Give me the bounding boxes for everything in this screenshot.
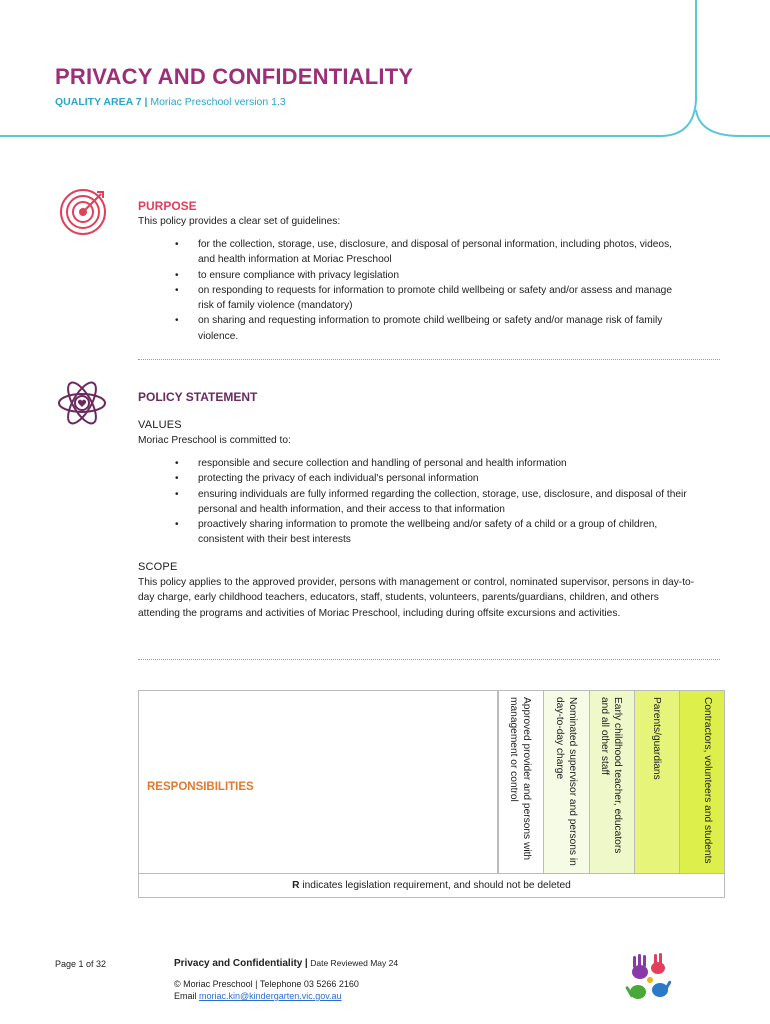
column-header-label: Approved provider and persons with management or control: [508, 697, 532, 861]
table-label-cell: [138, 690, 498, 874]
scope-heading: SCOPE: [138, 561, 178, 573]
legislation-note-row: [138, 873, 725, 898]
scope-text: This policy applies to the approved provider, persons with management or control, nominated supervisor, persons in day-to-day charge, early childhood teachers, educators, staff, students, volunteers, parents/guardians, children, and others attending the programs and activities of Moriac Preschool, including during offsite excursions and activities.: [138, 577, 695, 619]
purpose-intro: This policy provides a clear set of guidelines:: [138, 216, 341, 227]
footer-email-link[interactable]: moriac.kin@kindergarten.vic.gov.au: [199, 991, 342, 1001]
column-header-contractors: [679, 690, 725, 874]
page-number: Page 1 of 32: [55, 959, 107, 969]
dot-icon: [647, 977, 653, 983]
column-header-label: Early childhood teacher, educators and all other staff: [599, 697, 623, 854]
legislation-marker: R: [292, 880, 300, 891]
section-divider: [138, 659, 720, 660]
hand-icon: [625, 985, 646, 999]
list-item: • to ensure compliance with privacy legislation: [198, 268, 678, 283]
footer-date-reviewed: Date Reviewed May 24: [310, 958, 399, 968]
list-item: • proactively sharing information to promote the wellbeing and/or safety of a child or a group of children, consistent with their best interests: [198, 517, 688, 548]
values-intro: Moriac Preschool is committed to:: [138, 435, 291, 446]
footer-separator: |: [304, 958, 308, 969]
page-title: PRIVACY AND CONFIDENTIALITY: [55, 64, 414, 89]
column-header-parents: [634, 690, 680, 874]
footer-title: [174, 958, 398, 969]
hand-icon: [652, 980, 672, 997]
handprints-logo: [620, 950, 680, 1006]
quality-area: QUALITY AREA 7: [55, 96, 142, 108]
responsibilities-table: [138, 690, 725, 898]
list-item: • responsible and secure collection and handling of personal and health information: [198, 456, 688, 471]
list-item: • for the collection, storage, use, disclosure, and disposal of personal information, including photos, videos, and health information at Moriac Preschool: [198, 237, 678, 268]
list-item: • protecting the privacy of each individual's personal information: [198, 471, 688, 486]
footer-doc-title: Privacy and Confidentiality: [174, 958, 303, 969]
hand-icon: [632, 954, 648, 979]
purpose-heading: PURPOSE: [138, 199, 197, 213]
page-subtitle: [55, 96, 286, 108]
list-item: • on responding to requests for information to promote child wellbeing or safety and/or assess and manage risk of family violence (mandatory): [198, 283, 678, 314]
column-header-educators: [589, 690, 635, 874]
footer-copyright: © Moriac Preschool | Telephone 03 5266 2160: [174, 979, 359, 989]
values-heading: VALUES: [138, 419, 182, 431]
target-icon: [57, 186, 109, 238]
column-header-approved-provider: [498, 690, 544, 874]
column-header-nominated-supervisor: [543, 690, 590, 874]
subtitle-separator: |: [144, 96, 148, 108]
footer-email-label: Email: [174, 991, 197, 1001]
section-divider: [138, 359, 720, 360]
list-item: • ensuring individuals are fully informed regarding the collection, storage, use, disclosure, and disposal of their personal and health information, and their access to that information: [198, 487, 688, 518]
list-item: • on sharing and requesting information to promote child wellbeing or safety and/or manage risk of family violence.: [198, 313, 678, 344]
service-version: Moriac Preschool version 1.3: [150, 96, 286, 108]
atom-heart-icon: [56, 377, 108, 429]
hand-icon: [651, 953, 665, 974]
purpose-list: [198, 237, 678, 344]
responsibilities-label: RESPONSIBILITIES: [147, 781, 254, 793]
footer-email-line: [174, 991, 342, 1001]
column-header-label: Nominated supervisor and persons in day-to-day charge: [554, 697, 578, 866]
column-header-label: Contractors, volunteers and students: [702, 697, 713, 864]
values-list: [198, 456, 688, 548]
policy-heading: POLICY STATEMENT: [138, 390, 258, 404]
column-header-label: Parents/guardians: [651, 697, 662, 780]
legislation-note: indicates legislation requirement, and should not be deleted: [299, 880, 571, 891]
